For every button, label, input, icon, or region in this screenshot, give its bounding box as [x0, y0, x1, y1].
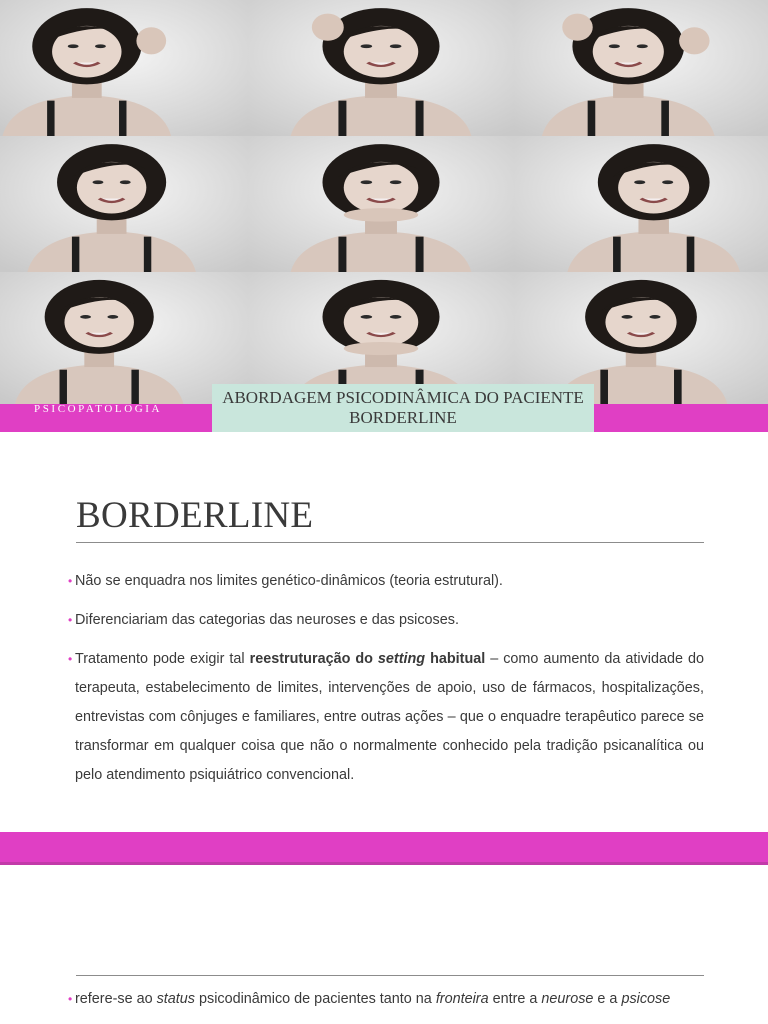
slide-heading: BORDERLINE [76, 495, 314, 536]
list-item [68, 606, 704, 635]
text-segment: – como aumento da atividade do terapeuta, estabelecimento de limites, intervenções de apoio, uso de fármacos, hospitalizações, entrevistas com cônjuges e familiares, entre outras ações – que o enquadre terapêutico parece se transformar em qualquer coisa que não o normalmente conhecido pela tradição psicanalítica ou pelo atendimento psiquiátrico convencional. [75, 651, 704, 783]
title-line-1: ABORDAGEM PSICODINÂMICA DO PACIENTE [222, 388, 584, 407]
slide-divider [0, 832, 768, 865]
bullet-text: Diferenciariam das categorias das neuroses e das psicoses. [75, 612, 459, 628]
bullet-list [68, 567, 704, 800]
text-segment: entre a [488, 991, 542, 1007]
text-segment: refere-se ao [75, 991, 157, 1007]
list-item [68, 645, 704, 790]
list-item [68, 567, 704, 596]
bullet-text [75, 651, 704, 783]
text-segment: Tratamento pode exigir tal [75, 651, 250, 667]
bullet-text: Não se enquadra nos limites genético-dinâmicos (teoria estrutural). [75, 573, 503, 589]
subject-label: PSICOPATOLOGIA [34, 403, 163, 415]
bullet-list [68, 985, 704, 1024]
photo-smiling-hands-chin [248, 136, 514, 272]
bullet-marker: • [68, 652, 73, 666]
photo-mosaic [0, 0, 768, 404]
heading-rule [76, 542, 704, 543]
title-box [212, 384, 594, 432]
text-segment: psicodinâmico de pacientes tanto na [195, 991, 436, 1007]
photo-hand-on-forehead [248, 0, 514, 136]
photo-eyes-closed [0, 272, 248, 404]
list-item [68, 985, 704, 1014]
photo-smiling-waving [0, 0, 248, 136]
heading-rule [76, 975, 704, 976]
bullet-marker: • [68, 992, 73, 1006]
bullet-marker: • [68, 613, 73, 627]
photo-hand-on-chest [514, 136, 768, 272]
bullet-marker: • [68, 574, 73, 588]
text-segment: e a [593, 991, 622, 1007]
bold-segment: habitual [425, 651, 486, 667]
italic-segment: fronteira [435, 991, 489, 1007]
bold-segment: reestruturação do [249, 651, 378, 667]
photo-screaming-hands-up [514, 0, 768, 136]
italic-segment: psicose [621, 991, 671, 1007]
photo-surprised [0, 136, 248, 272]
title-line-2: BORDERLINE [349, 408, 457, 427]
bold-italic-segment: setting [377, 651, 426, 667]
italic-segment: status [156, 991, 195, 1007]
italic-segment: neurose [541, 991, 594, 1007]
bullet-text [75, 991, 670, 1007]
